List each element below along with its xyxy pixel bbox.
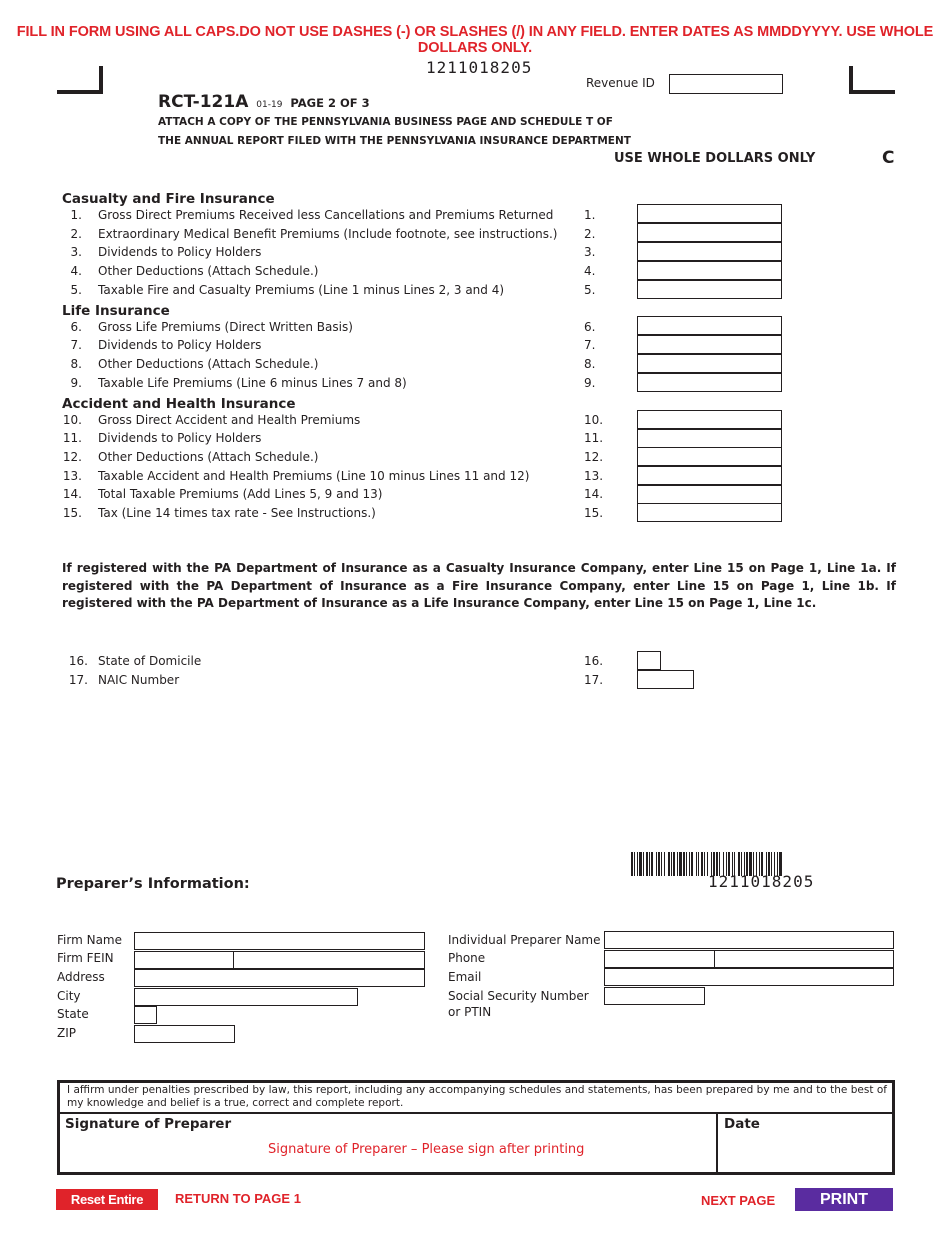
firm-fein-extension (233, 951, 425, 969)
line-reference: 7. (584, 338, 596, 352)
print-form-button[interactable]: PRINT FORM (795, 1188, 893, 1211)
line-reference: 16. (584, 654, 604, 668)
schedule-letter: C (882, 148, 895, 168)
line-amount-field[interactable] (637, 466, 782, 485)
line-number: 9. (70, 376, 82, 390)
line-reference: 17. (584, 673, 604, 687)
firm-name-field[interactable] (134, 932, 425, 950)
line-number: 4. (70, 264, 82, 278)
signature-label: Signature of Preparer (65, 1116, 232, 1132)
return-to-page-1-link[interactable]: RETURN TO PAGE 1 (175, 1191, 301, 1206)
line-reference: 9. (584, 376, 596, 390)
registration-instructions: If registered with the PA Department of Insurance as a Casualty Insurance Company, enter Line 15 on Page 1, Line 1a. If registered with the PA Department of Insurance as a Fire Insurance Company, enter Line 15 on Page 1, Line 1b. If registered with the PA Department of Insurance as a Life Insurance Company, enter Line 15 on Page 1, Line 1c. (62, 561, 896, 610)
line-amount-field[interactable] (637, 204, 782, 223)
line-amount-field[interactable] (637, 485, 782, 504)
registration-mark-left (57, 66, 103, 94)
line-reference: 4. (584, 264, 596, 278)
line-reference: 14. (584, 487, 604, 501)
line-reference: 2. (584, 227, 596, 241)
line-number: 12. (62, 450, 82, 464)
line-number: 17. (68, 673, 88, 687)
firm-fein-field[interactable] (134, 951, 235, 969)
instructions-banner: FILL IN FORM USING ALL CAPS.DO NOT USE DASHES (-) OR SLASHES (/) IN ANY FIELD. ENTER DATES AS MMDDYYYY. USE WHOLE DOLLARS ONLY. (16, 24, 934, 56)
line-number: 8. (70, 357, 82, 371)
line-amount-field[interactable] (637, 373, 782, 392)
affirmation-box (57, 1080, 895, 1175)
preparer-section-title: Preparer’s Information: (56, 876, 250, 892)
line-number: 11. (62, 431, 82, 445)
line-amount-field[interactable] (637, 261, 782, 280)
firm-name-label: Firm Name (57, 933, 122, 947)
line-description: Gross Direct Premiums Received less Cancellations and Premiums Returned (98, 208, 554, 222)
line-description: Other Deductions (Attach Schedule.) (98, 264, 319, 278)
signature-row (60, 1112, 892, 1174)
phone-extension (714, 950, 894, 968)
line-description: Dividends to Policy Holders (98, 338, 262, 352)
line-reference: 6. (584, 320, 596, 334)
line-amount-field[interactable] (637, 447, 782, 466)
line-description: State of Domicile (98, 654, 202, 668)
line-amount-field[interactable] (637, 223, 782, 242)
ptin-label: or PTIN (448, 1005, 492, 1019)
line-reference: 10. (584, 413, 604, 427)
form-page-indicator: PAGE 2 OF 3 (290, 96, 370, 110)
line-amount-field[interactable] (637, 280, 782, 299)
section-life: Life Insurance (62, 303, 170, 319)
line-reference: 5. (584, 283, 596, 297)
section-casualty-fire: Casualty and Fire Insurance (62, 191, 275, 207)
line-description: NAIC Number (98, 673, 180, 687)
city-field[interactable] (134, 988, 358, 1006)
address-field[interactable] (134, 969, 425, 987)
form-title (158, 92, 370, 112)
attach-instruction-line-1: ATTACH A COPY OF THE PENNSYLVANIA BUSINESS PAGE AND SCHEDULE T OF (158, 116, 613, 128)
line-description: Total Taxable Premiums (Add Lines 5, 9 and 13) (98, 487, 383, 501)
section-accident-health: Accident and Health Insurance (62, 396, 296, 412)
revenue-id-field[interactable] (669, 74, 783, 94)
state-field[interactable] (134, 1006, 157, 1024)
firm-fein-label: Firm FEIN (57, 951, 114, 965)
line-amount-field[interactable] (637, 410, 782, 429)
line-amount-field[interactable] (637, 242, 782, 261)
state-label: State (57, 1007, 89, 1021)
line-reference: 12. (584, 450, 604, 464)
address-label: Address (57, 970, 105, 984)
line-number: 2. (70, 227, 82, 241)
line-number: 1. (70, 208, 82, 222)
email-field[interactable] (604, 968, 894, 986)
state-of-domicile-field[interactable] (637, 651, 661, 670)
registration-mark-right (849, 66, 895, 94)
zip-label: ZIP (57, 1026, 76, 1040)
city-label: City (57, 989, 81, 1003)
line-reference: 13. (584, 469, 604, 483)
line-description: Dividends to Policy Holders (98, 431, 262, 445)
line-description: Taxable Accident and Health Premiums (Line 10 minus Lines 11 and 12) (98, 469, 530, 483)
line-description: Taxable Fire and Casualty Premiums (Line 1 minus Lines 2, 3 and 4) (98, 283, 505, 297)
affirmation-text: I affirm under penalties prescribed by law, this report, including any accompanying schedules and statements, has been prepared by me and to the best of my knowledge and belief is a true, correct and complete report. (67, 1084, 887, 1109)
line-description: Extraordinary Medical Benefit Premiums (Include footnote, see instructions.) (98, 227, 558, 241)
line-number: 15. (62, 506, 82, 520)
line-number: 3. (70, 245, 82, 259)
phone-field[interactable] (604, 950, 716, 968)
line-amount-field[interactable] (637, 335, 782, 354)
line-number: 7. (70, 338, 82, 352)
line-number: 6. (70, 320, 82, 334)
line-description: Tax (Line 14 times tax rate - See Instructions.) (98, 506, 376, 520)
line-amount-field[interactable] (637, 503, 782, 522)
line-reference: 8. (584, 357, 596, 371)
form-id-number: 1211018205 (426, 58, 533, 77)
ssn-ptin-field[interactable] (604, 987, 705, 1005)
next-page-link[interactable]: NEXT PAGE (701, 1193, 776, 1208)
line-reference: 11. (584, 431, 604, 445)
revenue-id-label: Revenue ID (586, 76, 655, 90)
individual-preparer-label: Individual Preparer Name (448, 933, 601, 947)
ssn-label: Social Security Number (448, 989, 589, 1003)
zip-field[interactable] (134, 1025, 235, 1043)
line-reference: 1. (584, 208, 596, 222)
attach-instruction-line-2: THE ANNUAL REPORT FILED WITH THE PENNSYLVANIA INSURANCE DEPARTMENT (158, 135, 631, 147)
naic-number-field[interactable] (637, 670, 694, 689)
line-number: 14. (62, 487, 82, 501)
barcode-number: 1211018205 (708, 872, 815, 891)
line-description: Gross Life Premiums (Direct Written Basis) (98, 320, 353, 334)
line-description: Gross Direct Accident and Health Premiums (98, 413, 361, 427)
individual-preparer-field[interactable] (604, 931, 894, 949)
line-number: 13. (62, 469, 82, 483)
signature-instruction: Signature of Preparer – Please sign after printing (268, 1142, 585, 1157)
line-amount-field[interactable] (637, 316, 782, 335)
line-reference: 3. (584, 245, 596, 259)
whole-dollars-note: USE WHOLE DOLLARS ONLY (614, 151, 816, 166)
reset-form-button[interactable]: Reset Entire Form (56, 1189, 158, 1210)
line-amount-field[interactable] (637, 429, 782, 448)
line-number: 10. (62, 413, 82, 427)
form-version: 01-19 (256, 100, 283, 110)
line-number: 16. (68, 654, 88, 668)
signature-divider (716, 1114, 718, 1174)
form-code: RCT-121A (158, 92, 249, 112)
email-label: Email (448, 970, 482, 984)
line-description: Taxable Life Premiums (Line 6 minus Lines 7 and 8) (98, 376, 407, 390)
line-reference: 15. (584, 506, 604, 520)
line-description: Other Deductions (Attach Schedule.) (98, 450, 319, 464)
date-label: Date (724, 1116, 760, 1132)
phone-label: Phone (448, 951, 486, 965)
line-description: Dividends to Policy Holders (98, 245, 262, 259)
line-description: Other Deductions (Attach Schedule.) (98, 357, 319, 371)
line-amount-field[interactable] (637, 354, 782, 373)
line-number: 5. (70, 283, 82, 297)
